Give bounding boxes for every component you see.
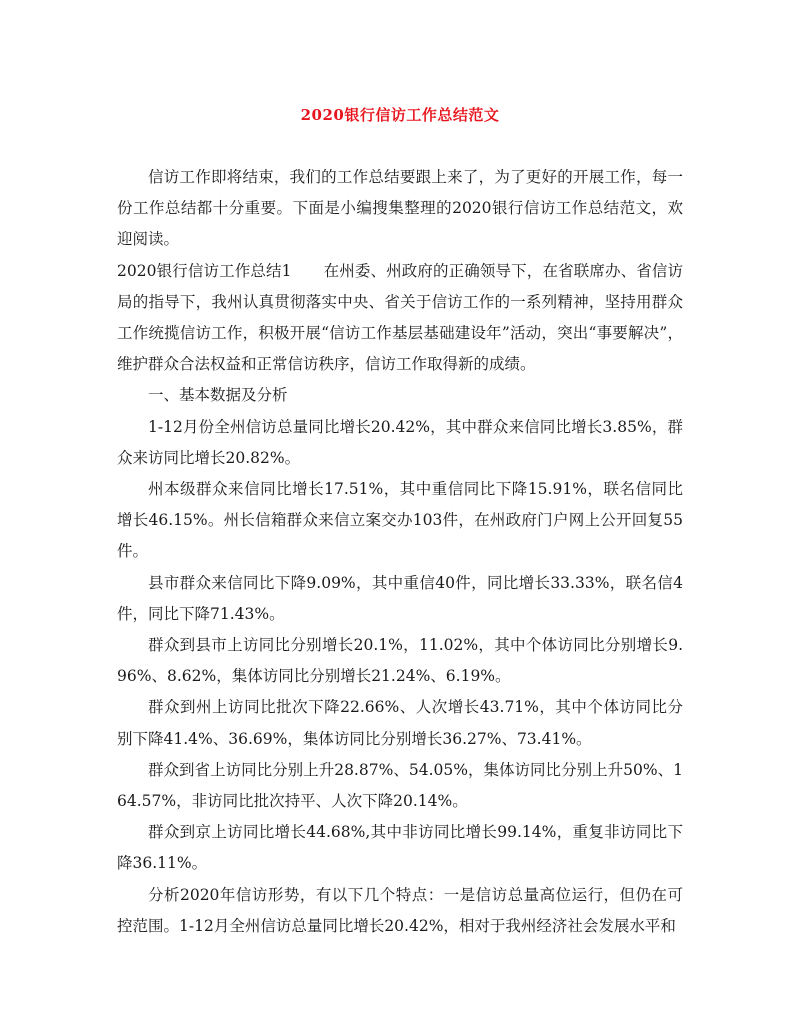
paragraph-section-1 (117, 256, 683, 381)
paragraph-intro: 信访工作即将结束，我们的工作总结要跟上来了，为了更好的开展工作，每一份工作总结都十分重要。下面是小编搜集整理的2020银行信访工作总结范文，欢迎阅读。 (117, 168, 683, 249)
paragraph-stats-county-letters: 县市群众来信同比下降9.09%，其中重信40件，同比增长33.33%，联名信4件，同比下降71.43%。 (117, 573, 683, 623)
paragraph-stats-state-letters: 州本级群众来信同比增长17.51%，其中重信同比下降15.91%，联名信同比增长46.15%。州长信箱群众来信立案交办103件，在州政府门户网上公开回复55件。 (117, 480, 683, 561)
document-title: 2020银行信访工作总结范文 (300, 106, 500, 124)
paragraph-stats-capital-visits: 群众到京上访同比增长44.68%,其中非访同比增长99.14%，重复非访同比下降36.11%。 (117, 823, 683, 873)
paragraph-stats-province-visits: 群众到省上访同比分别上升28.87%、54.05%，集体访同比分别上升50%、164.57%，非访同比批次持平、人次下降20.14%。 (117, 760, 683, 811)
paragraph-stats-total: 1-12月份全州信访总量同比增长20.42%，其中群众来信同比增长3.85%，群众来访同比增长20.82%。 (117, 417, 683, 467)
document-body (117, 162, 683, 942)
section-heading: 2020银行信访工作总结1 (117, 261, 292, 280)
paragraph-analysis: 分析2020年信访形势，有以下几个特点：一是信访总量高位运行，但仍在可控范围。1-12月全州信访总量同比增长20.42%，相对于我州经济社会发展水平和 (117, 885, 683, 935)
paragraph-stats-county-visits: 群众到县市上访同比分别增长20.1%，11.02%，其中个体访同比分别增长9.96%、8.62%，集体访同比分别增长21.24%、6.19%。 (117, 636, 683, 686)
paragraph-subheading: 一、基本数据及分析 (148, 386, 288, 405)
paragraph-stats-state-visits: 群众到州上访同比批次下降22.66%、人次增长43.71%，其中个体访同比分别下降41.4%、36.69%，集体访同比分别增长36.27%、73.41%。 (117, 698, 683, 748)
section-1-text: 在州委、州政府的正确领导下，在省联席办、省信访局的指导下，我州认真贯彻落实中央、省关于信访工作的一系列精神，坚持用群众工作统揽信访工作，积极开展“信访工作基层基础建设年”活动，突出“事要解决”，维护群众合法权益和正常信访秩序，信访工作取得新的成绩。 (117, 261, 683, 374)
